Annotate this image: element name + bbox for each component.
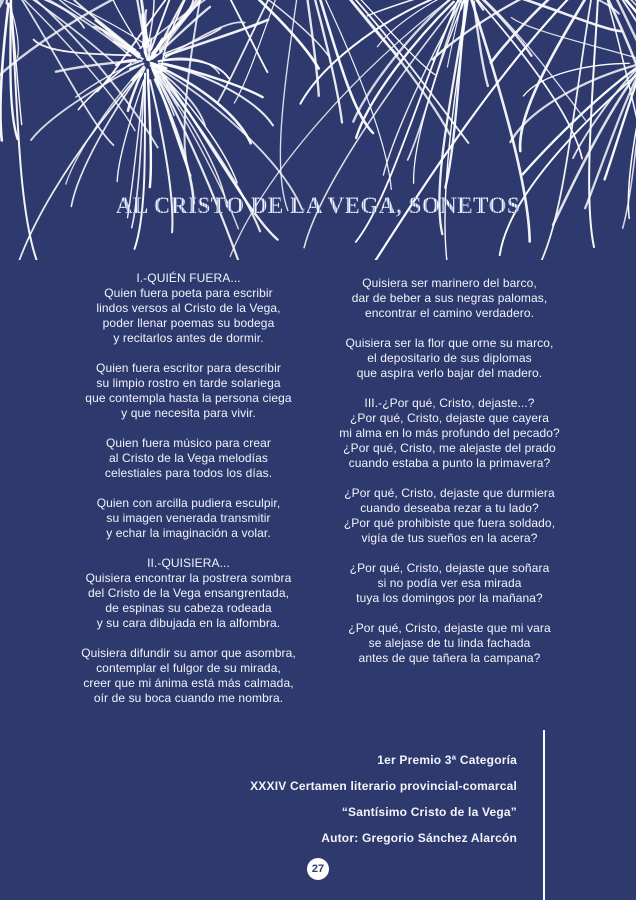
- poem-line: Quisiera ser marinero del barco,: [362, 276, 537, 290]
- firework-stroke: [148, 70, 151, 187]
- stanza: [58, 556, 319, 631]
- poem-line: ¿Por qué, Cristo, dejaste que durmiera: [344, 486, 555, 500]
- fireworks-illustration: [0, 0, 636, 260]
- stanza: [319, 621, 580, 666]
- firework-stroke: [313, 0, 397, 55]
- poem-line: mi alma en lo más profundo del pecado?: [339, 426, 560, 440]
- poem-line: si no podía ver esa mirada: [377, 576, 522, 590]
- poem-line: Quisiera difundir su amor que asombra,: [81, 646, 296, 660]
- poem-line: lindos versos al Cristo de la Vega,: [96, 301, 281, 315]
- poem-column-right: [319, 271, 580, 721]
- poem-line: su limpio rostro en tarde solariega: [96, 376, 281, 390]
- vertical-rule: [543, 730, 545, 900]
- poem-line: Quien fuera poeta para escribir: [104, 286, 273, 300]
- poem-line: que contempla hasta la persona ciega: [85, 391, 292, 405]
- poem-line: creer que mi ánima está más calmada,: [83, 676, 294, 690]
- page-number: 27: [311, 863, 325, 875]
- poem-line: I.-QUIÉN FUERA...: [136, 271, 241, 285]
- firework-stroke: [608, 0, 636, 260]
- page-number-badge: [307, 858, 329, 880]
- poem-line: oír de su boca cuando me nombra.: [93, 691, 284, 705]
- stanza: [58, 436, 319, 481]
- page-title: AL CRISTO DE LA VEGA, SONETOS: [0, 193, 636, 219]
- poem-line: celestiales para todos los días.: [104, 466, 273, 480]
- poem-line: el depositario de sus diplomas: [367, 351, 532, 365]
- poem-line: y echar la imaginación a volar.: [106, 526, 271, 540]
- poem-line: ¿Por qué, Cristo, dejaste que cayera: [349, 411, 550, 425]
- attribution-block: [250, 753, 517, 857]
- poem-line: Quisiera encontrar la postrera sombra: [85, 571, 292, 585]
- firework-stroke: [371, 0, 590, 260]
- poem-line: ¿Por qué prohibiste que fuera soldado,: [343, 516, 556, 530]
- attribution-line: XXXIV Certamen literario provincial-comarcal: [250, 779, 517, 793]
- stanza: [319, 396, 580, 471]
- poem-line: Quien fuera escritor para describir: [96, 361, 281, 375]
- attribution-line: Autor: Gregorio Sánchez Alarcón: [321, 831, 517, 845]
- stanza: [58, 361, 319, 421]
- poem-line: encontrar el camino verdadero.: [364, 306, 535, 320]
- poem-line: y que necesita para vivir.: [121, 406, 256, 420]
- poem-line: del Cristo de la Vega ensangrentada,: [87, 586, 290, 600]
- poem-line: Quien con arcilla pudiera esculpir,: [96, 496, 281, 510]
- stanza: [319, 336, 580, 381]
- firework-stroke: [78, 64, 131, 110]
- attribution-line: “Santísimo Cristo de la Vega”: [341, 805, 517, 819]
- stanza: [319, 561, 580, 606]
- poem-column-left: [58, 271, 319, 721]
- poem-line: cuando estaba a punto la primavera?: [348, 456, 551, 470]
- firework-stroke: [218, 0, 288, 102]
- poem-line: cuando deseaba rezar a tu lado?: [360, 501, 539, 515]
- poem-line: vigía de tus sueños en la acera?: [361, 531, 538, 545]
- firework-stroke: [145, 52, 146, 56]
- firework-stroke: [7, 0, 8, 4]
- poem-line: poder llenar poemas su bodega: [102, 316, 275, 330]
- firework-stroke: [95, 20, 139, 55]
- stanza: [319, 486, 580, 546]
- stanza: [58, 496, 319, 541]
- poem-line: y recitarlos antes de dormir.: [113, 331, 264, 345]
- poem-line: tuya los domingos por la mañana?: [356, 591, 543, 605]
- poem-line: contemplar el fulgor de su mirada,: [96, 661, 281, 675]
- poem-line: su imagen venerada transmitir: [106, 511, 271, 525]
- poem-line: al Cristo de la Vega melodías: [109, 451, 268, 465]
- poem: [58, 271, 580, 721]
- poem-line: ¿Por qué, Cristo, dejaste que mi vara: [348, 621, 551, 635]
- attribution-line: 1er Premio 3ª Categoría: [377, 753, 517, 767]
- poem-line: se alejase de tu linda fachada: [368, 636, 531, 650]
- stanza: [319, 276, 580, 321]
- stanza: [58, 646, 319, 706]
- poem-line: ¿Por qué, Cristo, dejaste que soñara: [349, 561, 550, 575]
- firework-stroke: [480, 0, 621, 31]
- poem-line: Quien fuera músico para crear: [106, 436, 271, 450]
- stanza: [58, 271, 319, 346]
- poem-line: dar de beber a sus negras palomas,: [351, 291, 548, 305]
- poem-line: y su cara dibujada en la alfombra.: [96, 616, 281, 630]
- firework-stroke: [500, 73, 636, 255]
- poem-line: que aspira verlo bajar del madero.: [356, 366, 543, 380]
- poem-line: antes de que tañera la campana?: [358, 651, 541, 665]
- firework-stroke: [474, 0, 582, 159]
- poem-line: Quisiera ser la flor que orne su marco,: [345, 336, 554, 350]
- poem-line: II.-QUISIERA...: [147, 556, 230, 570]
- poem-line: de espinas su cabeza rodeada: [105, 601, 272, 615]
- poem-line: ¿Por qué, Cristo, me alejaste del prado: [343, 441, 556, 455]
- poem-line: III.-¿Por qué, Cristo, dejaste...?: [364, 396, 535, 410]
